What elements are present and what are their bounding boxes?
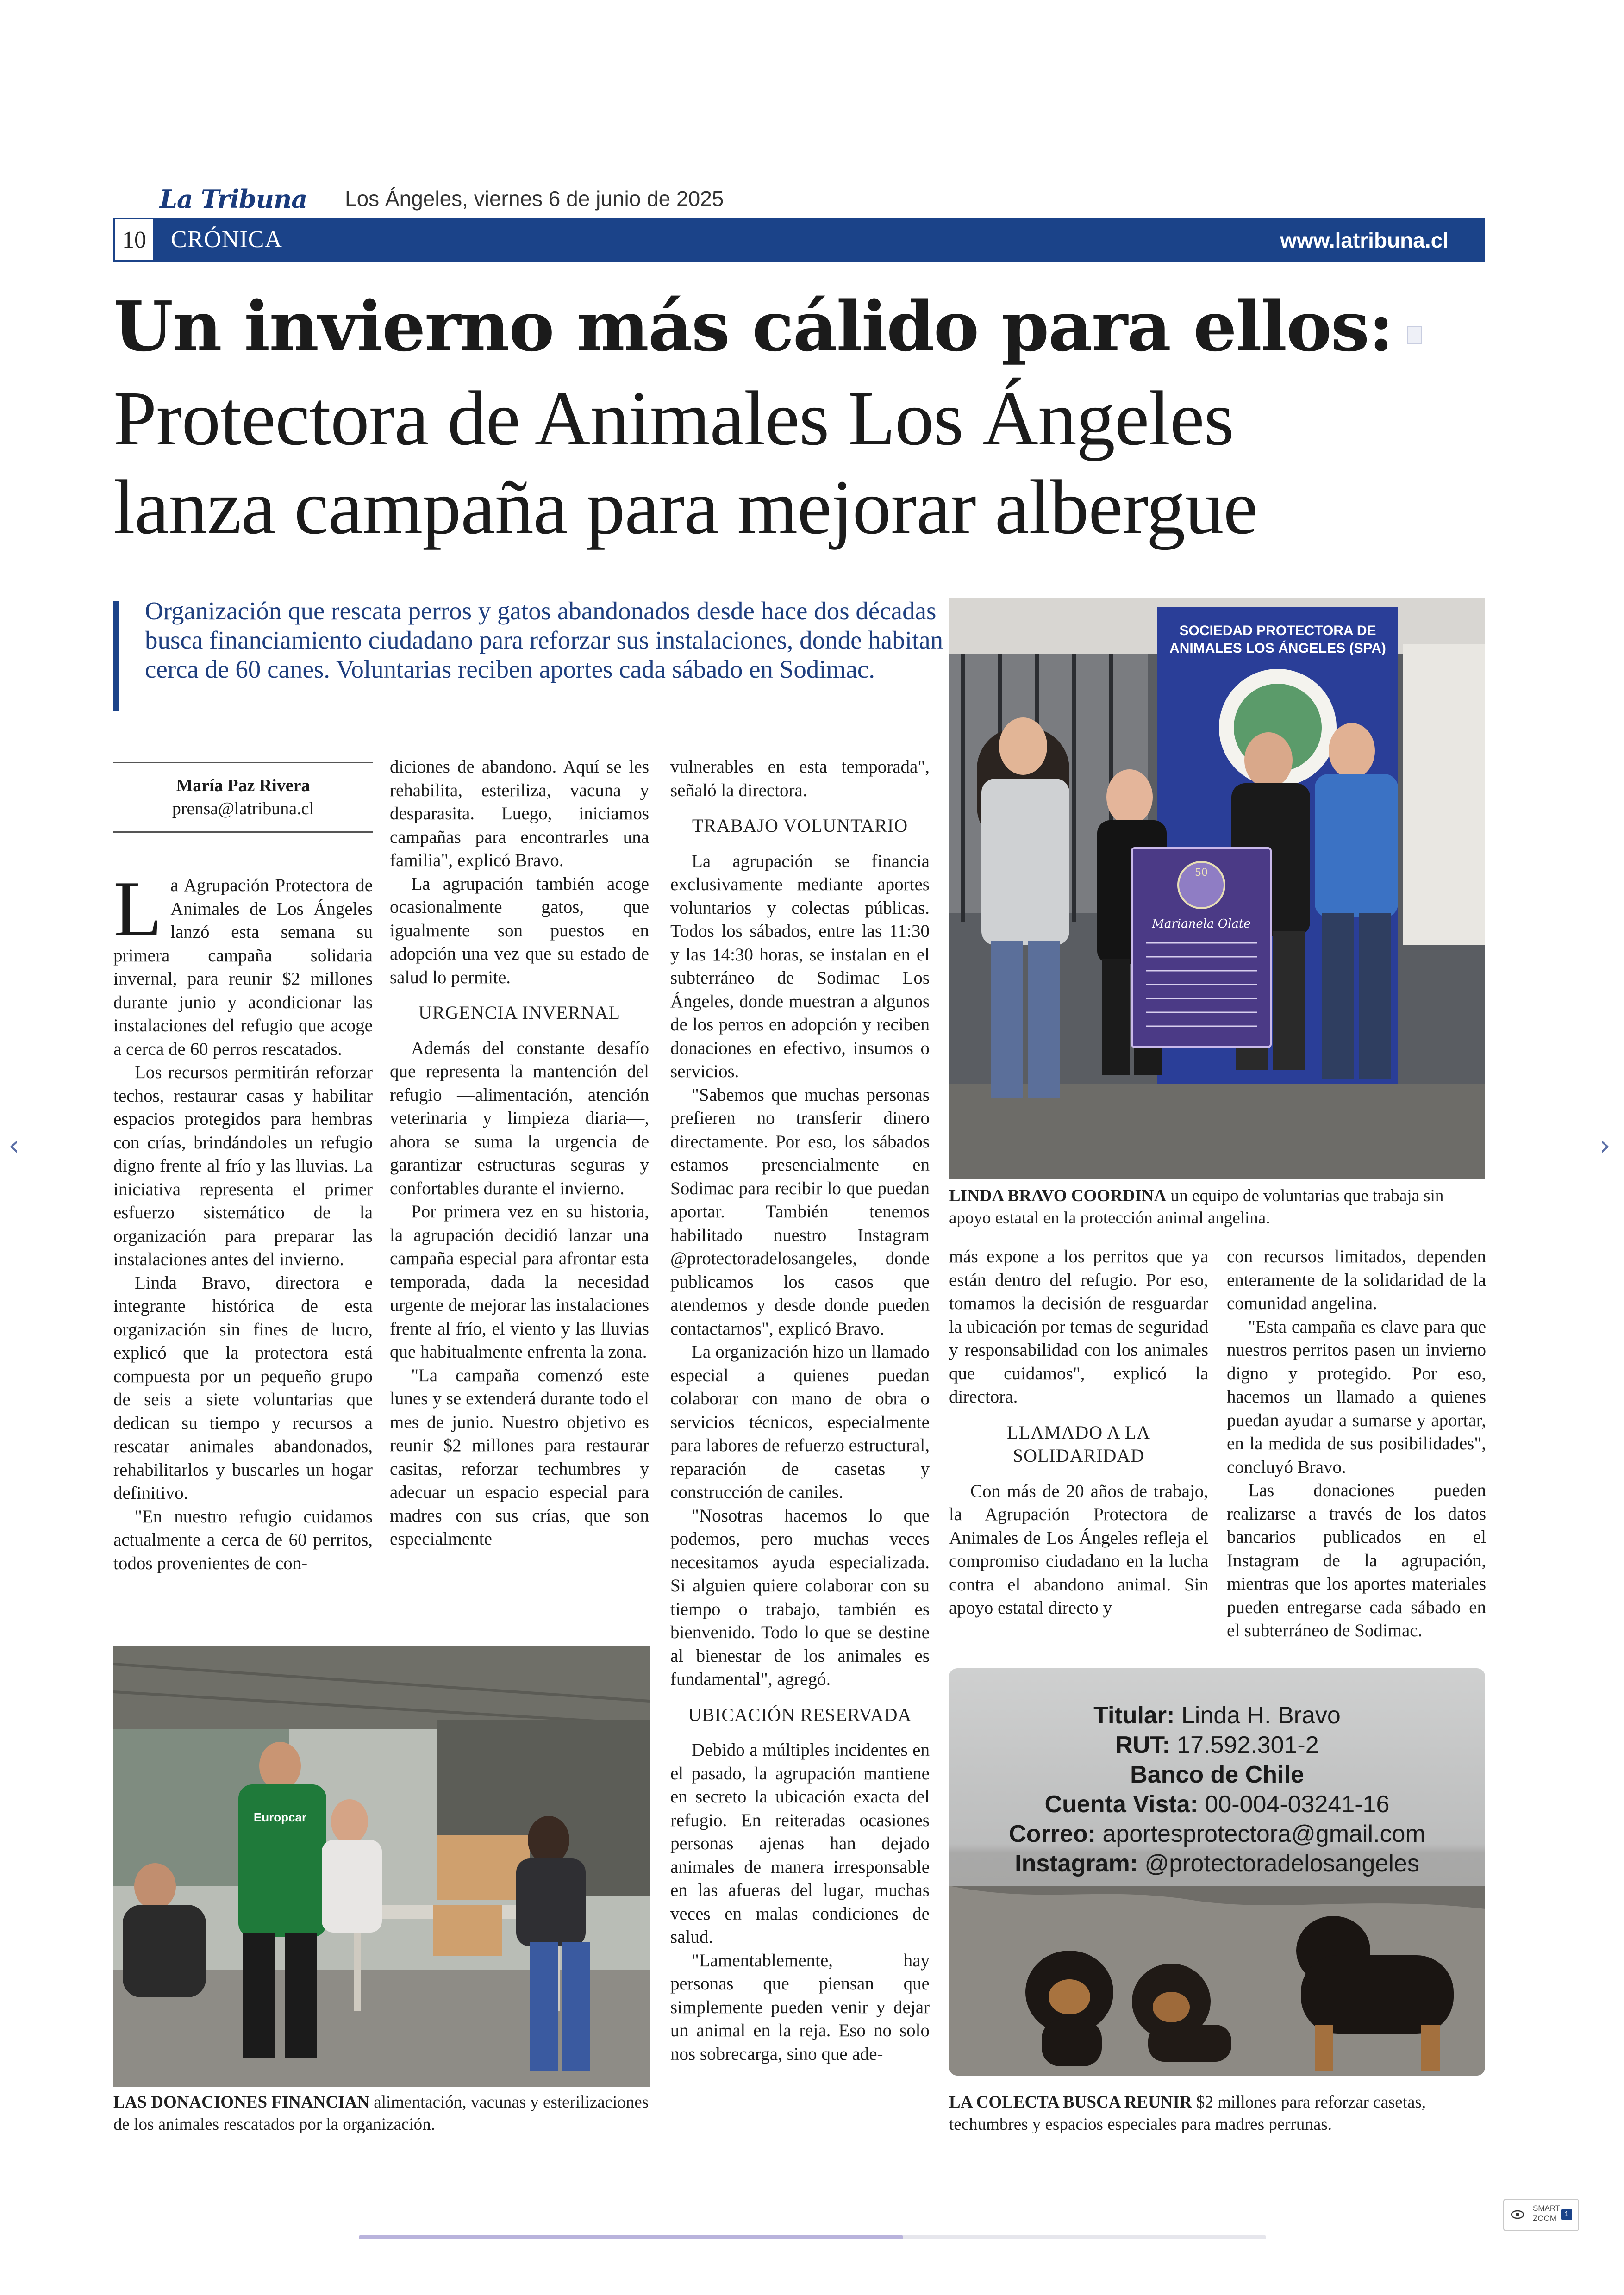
bookmark-icon[interactable] (1407, 326, 1422, 344)
paragraph: La organización hizo un llamado especial a quienes puedan colaborar con mano de obra o servicios técnicos, especialmente para labores de refuerzo estructural, reparación de casetas y construcción de caniles. (670, 1342, 930, 1502)
paragraph: "Sabemos que muchas personas prefieren no transferir dinero directamente. Por eso, los sábados estamos presencialmente en Sodimac para recibir lo que puedan aportar. También tenemos habilitado nuestro Instagram @protectoradelosangeles, donde publicamos los casos que atendemos y desde donde pueden contactarnos", explicó Bravo. (670, 1085, 930, 1339)
paragraph: con recursos limitados, dependen enteramente de la solidaridad de la comunidad angelina. (1227, 1247, 1486, 1313)
newspaper-logo: La Tribuna (160, 184, 307, 214)
paragraph: La agrupación se financia exclusivamente mediante aportes voluntarios y colectas públicas. Todos los sábados, entre las 11:30 y las 14:30 horas, se instalan en el subterráneo de Sodimac Los Ángeles, donde muestran a algunos de los perros en adopción y reciben donaciones en efectivo, insumos o servicios. (670, 851, 930, 1081)
paragraph: "La campaña comenzó este lunes y se extenderá durante todo el mes de junio. Nuestro objetivo es reunir $2 millones para restaurar casitas, reforzar techumbres y adecuar un espacio especial para madres con sus crías, que son especialmente (390, 1365, 649, 1549)
article-column-1 (113, 865, 373, 1575)
caption-volunteers: LINDA BRAVO COORDINA un equipo de voluntarias que trabaja sin apoyo estatal en la protección animal angelina. (949, 1186, 1444, 1228)
lead-accent-bar (113, 601, 119, 711)
headline-secondary (113, 374, 1530, 552)
headline-line-3: lanza campaña para mejorar albergue (113, 464, 1258, 550)
headline-line-2: Protectora de Animales Los Ángeles (113, 375, 1234, 461)
paragraph: "Lamentablemente, hay personas que piensan que simplemente pueden venir y dejar un animal en la reja. Eso no solo nos sobrecarga, sino que ade- (670, 1950, 930, 2064)
paragraph: Los recursos permitirán reforzar techos, restaurar casas y habilitar espacios protegidos para hembras con crías, brindándoles un refugio digno frente al frío y las lluvias. La iniciativa representa el primer esfuerzo sistemático de la organización para preparar las instalaciones antes del invierno. (113, 1062, 373, 1269)
zoom-badge: 1 (1561, 2209, 1572, 2220)
drop-cap: L (113, 865, 162, 953)
bank-info-box (949, 1668, 1485, 2076)
article-column-4 (949, 1245, 1208, 1620)
subheading: URGENCIA INVERNAL (418, 1002, 620, 1023)
caption-fundraising: LA COLECTA BUSCA REUNIR $2 millones para reforzar casetas, techumbres y espacios especiales para madres perrunas. (949, 2093, 1426, 2134)
bank-line: Banco de Chile (1130, 1761, 1304, 1788)
donations-illustration (113, 1646, 650, 2087)
section-bar (113, 218, 1485, 262)
photo-donations[interactable] (113, 1646, 650, 2087)
account-line: Cuenta Vista: 00-004-03241-16 (1044, 1791, 1390, 1818)
volunteers-illustration (949, 598, 1485, 1179)
paragraph: Debido a múltiples incidentes en el pasado, la agrupación mantiene en secreto la ubicación exacta del refugio. En reiteradas ocasiones personas ajenas han dejado animales de manera irresponsable en las afueras del lugar, muchas veces en malas condiciones de salud. (670, 1740, 930, 1947)
page-scrollbar-thumb[interactable] (359, 2235, 903, 2239)
photo-volunteers[interactable] (949, 598, 1485, 1179)
instagram-line[interactable]: Instagram: @protectoradelosangeles (1015, 1850, 1419, 1877)
shirt-logo: Europcar (253, 1810, 307, 1824)
author-email[interactable]: prensa@latribuna.cl (172, 799, 314, 818)
lead-paragraph: Organización que rescata perros y gatos abandonados desde hace dos décadas busca financiamiento ciudadano para reforzar sus instalaciones, donde habitan cerca de 60 canes. Voluntarias reciben aportes cada sábado en Sodimac. (145, 597, 943, 683)
poster-title: Marianela Olate (1152, 917, 1251, 931)
next-page-arrow-icon[interactable]: › (1599, 1129, 1611, 1162)
article-column-5 (1227, 1245, 1486, 1643)
prev-page-arrow-icon[interactable]: ‹ (8, 1129, 19, 1162)
caption-donations: LAS DONACIONES FINANCIAN alimentación, vacunas y esterilizaciones de los animales rescatados por la organización. (113, 2093, 649, 2134)
banner-line-2: ANIMALES LOS ÁNGELES (SPA) (1169, 641, 1386, 656)
paragraph: "Esta campaña es clave para que nuestros perritos pasen un invierno digno y protegido. Por eso, hacemos un llamado a quienes puedan ayudar a sumarse y aportar, en la medida de sus posibilidades", concluyó Bravo. (1227, 1316, 1486, 1477)
paragraph: "En nuestro refugio cuidamos actualmente a cerca de 60 perritos, todos provenientes de con- (113, 1506, 373, 1573)
byline (113, 774, 373, 820)
paragraph: diciones de abandono. Aquí se les rehabilita, esteriliza, vacuna y desparasita. Luego, iniciamos campañas para encontrarles una familia", explicó Bravo. (390, 757, 649, 870)
website-link[interactable]: www.latribuna.cl (1280, 228, 1449, 252)
byline-rule-bottom (113, 831, 373, 833)
paragraph: La Agrupación Protectora de Animales de Los Ángeles lanzó esta semana su primera campaña solidaria invernal, para reunir $2 millones durante junio y acondicionar las instalaciones del refugio que acoge a cerca de 60 perros rescatados. (113, 865, 373, 1059)
byline-rule-top (113, 762, 373, 763)
paragraph: "Nosotras hacemos lo que podemos, pero muchas veces necesitamos ayuda especializada. Si alguien quiere colaborar con su tiempo o trabajo, también es bienvenido. Todo lo que se destine al bienestar de los animales es fundamental", agregó. (670, 1505, 930, 1689)
paragraph: Con más de 20 años de trabajo, la Agrupación Protectora de Animales de Los Ángeles refleja el compromiso ciudadano en la lucha contra el abandono animal. Sin apoyo estatal directo y (949, 1481, 1208, 1618)
headline-primary: Un invierno más cálido para ellos: (113, 286, 1393, 367)
eye-icon (1511, 2209, 1524, 2220)
subheading: LLAMADO A LA SOLIDARIDAD (1007, 1422, 1150, 1466)
subheading: TRABAJO VOLUNTARIO (692, 815, 908, 836)
smart-zoom-button[interactable] (1503, 2199, 1579, 2231)
paragraph: Linda Bravo, directora e integrante histórica de esta organización sin fines de lucro, explicó que la protectora está compuesta por un pequeño grupo de seis a siete voluntarias que dedican su tiempo y recursos a rescatar animales abandonados, rehabilitarlos y buscarles un hogar definitivo. (113, 1272, 373, 1503)
zoom-label: SMART ZOOM (1533, 2204, 1561, 2223)
paragraph: vulnerables en esta temporada", señaló la directora. (670, 757, 930, 800)
section-name: CRÓNICA (171, 226, 283, 253)
paragraph: La agrupación también acoge ocasionalmente gatos, que igualmente son puestos en adopción una vez que su estado de salud lo permite. (390, 873, 649, 987)
puppies-illustration (949, 1886, 1485, 2076)
email-line[interactable]: Correo: aportesprotectora@gmail.com (1009, 1821, 1425, 1847)
titular-line: Titular: Linda H. Bravo (1093, 1702, 1341, 1729)
paragraph: Por primera vez en su historia, la agrupación decidió lanzar una campaña especial para afrontar esta temporada, dada la necesidad urgente de mejorar las instalaciones frente al frío, el viento y las lluvias que habitualmente enfrenta la zona. (390, 1202, 649, 1362)
author-name: María Paz Rivera (176, 776, 310, 795)
poster-badge: 50 (1195, 867, 1208, 879)
paragraph: Además del constante desafío que representa la mantención del refugio —alimentación, atención veterinaria y limpieza diaria—, ahora se suma la urgencia de garantizar estructuras seguras y confortables durante el invierno. (390, 1038, 649, 1198)
subheading: UBICACIÓN RESERVADA (688, 1704, 912, 1725)
article-column-3 (670, 755, 930, 2066)
paragraph: más expone a los perritos que ya están dentro del refugio. Por eso, tomamos la decisión de resguardar la ubicación por temas de seguridad y responsabilidad con los animales que cuidamos", explicó la directora. (949, 1247, 1208, 1407)
article-column-2 (390, 755, 649, 1551)
page-number: 10 (113, 218, 155, 262)
banner-line-1: SOCIEDAD PROTECTORA DE (1179, 623, 1376, 638)
dateline: Los Ángeles, viernes 6 de junio de 2025 (345, 187, 724, 211)
bank-details (949, 1701, 1485, 1878)
paragraph: Las donaciones pueden realizarse a través de los datos bancarios publicados en el Instagram de la agrupación, mientras que los aportes materiales pueden entregarse cada sábado en el subterráneo de Sodimac. (1227, 1480, 1486, 1640)
rut-line: RUT: 17.592.301-2 (1115, 1732, 1319, 1759)
